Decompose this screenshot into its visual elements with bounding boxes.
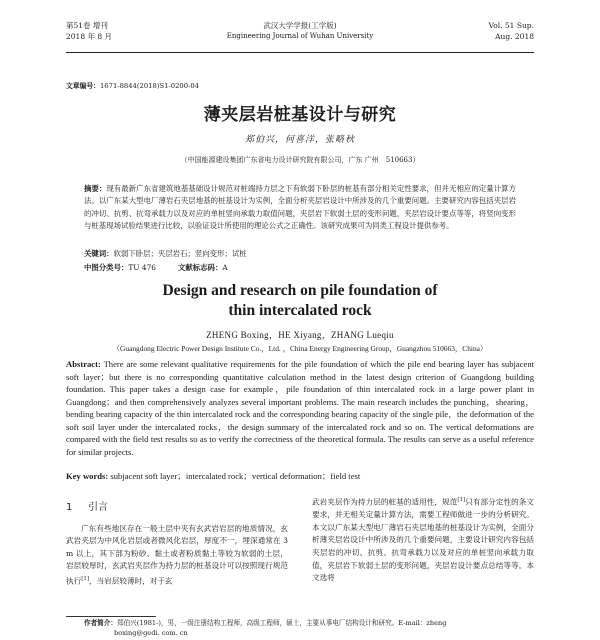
affiliation-en: （Guangdong Electric Power Design Institute Co.，Ltd. ，China Energy Engineering Group，Guangzhou 510663，China） [112,344,488,353]
abstract-cn-text: 现有最新广东省建筑地基基础设计规范对桩端持力层之下有软弱下卧层的桩基有部分相关定性要求，但并无相应的定量计算方法。以广东某大型电厂薄岩石夹层地基的桩基设计为实例，全面分析夹层岩设计中所涉及的几个重要问题。主要研究内容包括夹层岩的冲切、抗剪、抗弯承载力以及对应的单桩竖向承载力取值问题，夹层岩下软弱土层的变形问题，夹层岩设计要点等等，将竖向变形与桩基现场试验结果进行比较，以验证设计所使用的理论公式之正确性。该研究成果可为同类工程设计提供参考。 [84,184,516,231]
title-en-line1: Design and research on pile foundation of [162,282,438,299]
keywords-cn-text: 软弱下卧层；夹层岩石；竖向变形；试桩 [113,249,247,258]
clc-value: TU 476 [128,263,156,272]
authors-cn: 郑伯兴，何喜洋，张略秋 [244,135,355,145]
journal-name-cn: 武汉大学学报(工学版) [263,21,337,30]
body-column-right [312,494,534,585]
body-column-left [66,494,288,588]
abstract-cn-label: 摘要： [84,184,107,193]
title-en [0,281,600,321]
title-en-line2: thin intercalated rock [228,302,372,319]
affiliation-cn: （中国能源建设集团广东省电力设计研究院有限公司，广东 广州 510663） [180,156,420,164]
issue-date-cn: 2018 年 8 月 [66,32,113,41]
author-footnote [84,618,534,638]
intro-text-right-tail: 只有部分定性的条文要求，并无相关定量计算方法，需要工程师做进一步的分析研究。本文以广东某大型电厂薄岩石夹层地基的桩基设计为实例，全面分析薄夹层岩设计中所涉及的几个重要问题，主要设计研究内容包括夹层岩的冲切、抗剪、抗弯承载力以及对应的单桩竖向承载力取值，夹层岩下软弱土层的变形问题，夹层岩设计要点总结等等。本文选将 [312,497,535,583]
abstract-cn [84,183,516,233]
author-email[interactable]: boxing@gedi. com. cn [114,629,188,637]
classification-cn [84,262,516,274]
keywords-en-text: subjacent soft layer；intercalated rock；vertical deformation；field test [110,471,361,481]
journal-name-en: Engineering Journal of Wuhan University [226,32,374,40]
doc-code-value: A [222,263,228,272]
footnote-rule [66,616,156,617]
intro-text-left: 广东有些地区存在一般土层中夹有玄武岩岩层的地质情况，玄武岩夹层为中风化岩层或者微风化岩层，厚度不一，埋深通常在 3 m 以上，其下部为粉砂、黏土或者粉质黏土等较为软弱的土层，岩层较厚时，玄武岩夹层作为持力层的桩基设计可以按照现行规范执行 [66,523,288,586]
article-number [66,80,199,90]
intro-paragraph-left [66,523,288,589]
footnote-label: 作者简介： [84,619,117,627]
section-heading [66,502,288,515]
keywords-en [66,470,534,482]
authors-en: ZHENG Boxing，HE Xiyang，ZHANG Lueqiu [206,330,394,340]
running-header [66,18,534,53]
abstract-en-label: Abstract: [66,359,101,369]
keywords-cn-label: 关键词： [84,249,114,258]
article-number-value: 1671-8844(2018)S1-0200-04 [99,82,199,90]
keywords-cn [84,248,516,260]
article-number-label: 文章编号： [66,82,100,90]
volume-en: Vol. 51 Sup. [488,21,534,30]
journal-name [66,20,534,42]
intro-text-left-tail: ，当岩层较薄时，对于玄 [88,576,173,586]
title-cn: 薄夹层岩桩基设计与研究 [203,105,397,125]
footnote-text: 郑伯兴(1981-)，男，一级注册结构工程师，高级工程师，硕士，主要从事电厂结构设计和研究。E-mail：zheng [116,619,447,627]
section-number: 1 [66,502,73,513]
intro-paragraph-right [312,494,534,585]
intro-text-right: 武岩夹层作为持力层的桩基的适用性，规范 [312,497,458,507]
doc-code-label: 文献标志码： [177,263,223,272]
abstract-en [66,358,534,458]
volume-issue-en [489,20,535,42]
volume-label: 第51卷 增刊 [66,21,108,30]
section-title: 引言 [88,502,108,513]
keywords-en-label: Key words: [66,471,109,481]
abstract-en-text: There are some relevant qualitative requirements for the pile foundation of which the pile end bearing layer has subjacent soft layer；but there is no corresponding quantitative calculation method in the latest design criterion of Guangdong building foundation. This paper takes a design case for example，pile foundation of thin intercalated rock in a large power plant in Guangdong；and then comprehensively analyzes several important problems. The main research includes the punching，shearing，bending bearing capacity of the thin intercalated rock and the corresponding bearing capacity of the single pile，the deformation of the soft soil layer under the intercalated rocks，the design summary of the intercalated rock and so on. The vertical deformations are compared with the field test results so as to verify the correctness of the theoretical formula. The results can serve as a useful reference for similar projects. [66,359,535,457]
clc-label: 中图分类号： [84,263,129,272]
issue-date-en: Aug. 2018 [495,32,534,41]
citation-ref[interactable]: [1] [457,497,466,503]
citation-ref[interactable]: [1] [81,575,89,582]
